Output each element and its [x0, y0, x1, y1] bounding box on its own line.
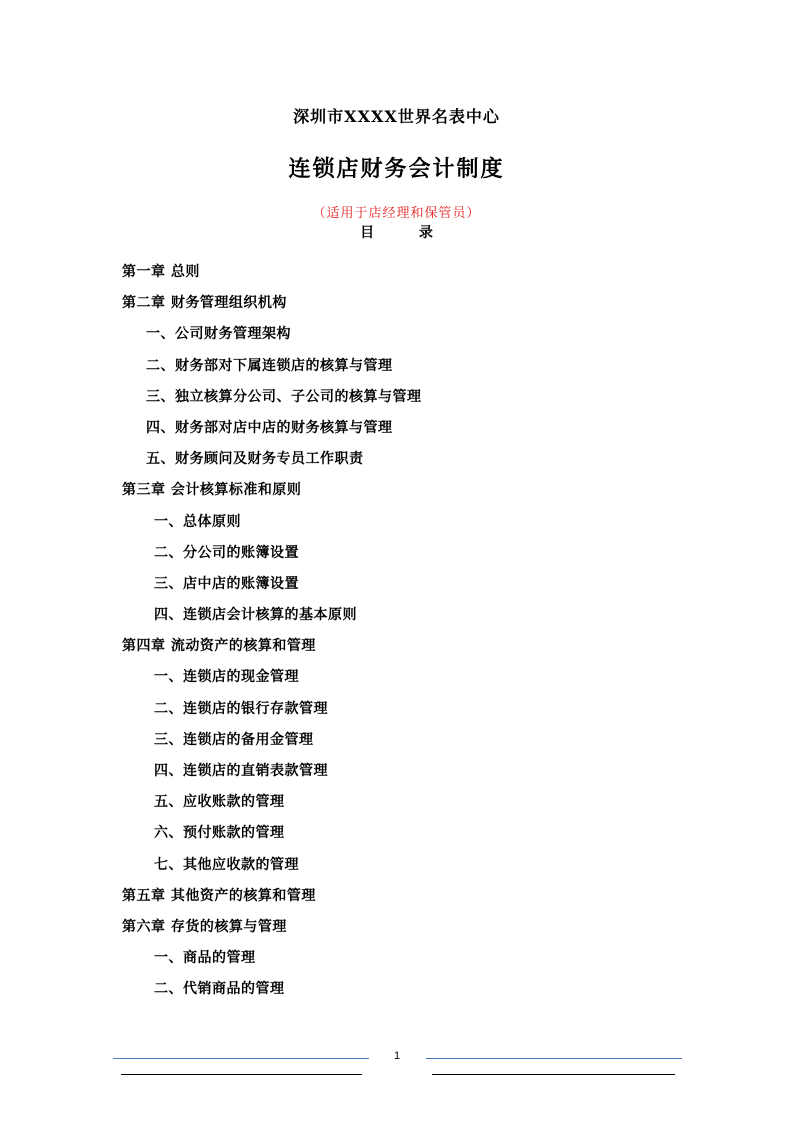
- footer-rule-bottom-right: [432, 1074, 675, 1075]
- document-subtitle: （适用于店经理和保管员）: [312, 206, 481, 221]
- toc-heading: 目 录: [360, 225, 433, 241]
- footer-rule-top-right: [426, 1058, 682, 1059]
- toc-chapter: 第一章 总则: [122, 264, 200, 280]
- toc-section: 四、财务部对店中店的财务核算与管理: [146, 419, 393, 436]
- toc-section: 五、财务顾问及财务专员工作职责: [146, 451, 364, 468]
- toc-chapter: 第二章 财务管理组织机构: [122, 295, 287, 312]
- footer-rule-top-left: [113, 1058, 369, 1059]
- toc-section: 三、连锁店的备用金管理: [154, 731, 314, 748]
- org-title: 深圳市XXXX世界名表中心: [293, 107, 500, 126]
- toc-section: 二、财务部对下属连锁店的核算与管理: [146, 357, 393, 374]
- toc-section: 二、分公司的账簿设置: [154, 544, 299, 561]
- toc-section: 四、连锁店会计核算的基本原则: [154, 607, 357, 624]
- toc-section: 六、预付账款的管理: [154, 825, 285, 842]
- toc-chapter: 第四章 流动资产的核算和管理: [122, 638, 316, 655]
- toc-section: 一、总体原则: [154, 513, 241, 530]
- toc-section: 四、连锁店的直销表款管理: [154, 763, 328, 779]
- toc-section: 一、商品的管理: [154, 950, 256, 967]
- toc-section: 二、代销商品的管理: [154, 981, 285, 998]
- toc-section: 一、连锁店的现金管理: [154, 669, 299, 686]
- toc-section: 三、独立核算分公司、子公司的核算与管理: [146, 388, 422, 405]
- toc-section: 七、其他应收款的管理: [154, 856, 299, 873]
- toc-section: 一、公司财务管理架构: [146, 326, 291, 343]
- toc-section: 五、应收账款的管理: [154, 794, 285, 811]
- toc-chapter: 第五章 其他资产的核算和管理: [122, 887, 316, 904]
- page-number: 1: [393, 1050, 401, 1062]
- table-of-contents: [122, 262, 682, 1011]
- toc-section: 三、店中店的账簿设置: [154, 575, 299, 592]
- document-title: 连锁店财务会计制度: [288, 156, 505, 182]
- toc-section: 二、连锁店的银行存款管理: [154, 700, 328, 717]
- toc-chapter: 第六章 存货的核算与管理: [122, 918, 287, 935]
- footer-rule-bottom-left: [121, 1074, 362, 1075]
- toc-chapter: 第三章 会计核算标准和原则: [122, 482, 302, 499]
